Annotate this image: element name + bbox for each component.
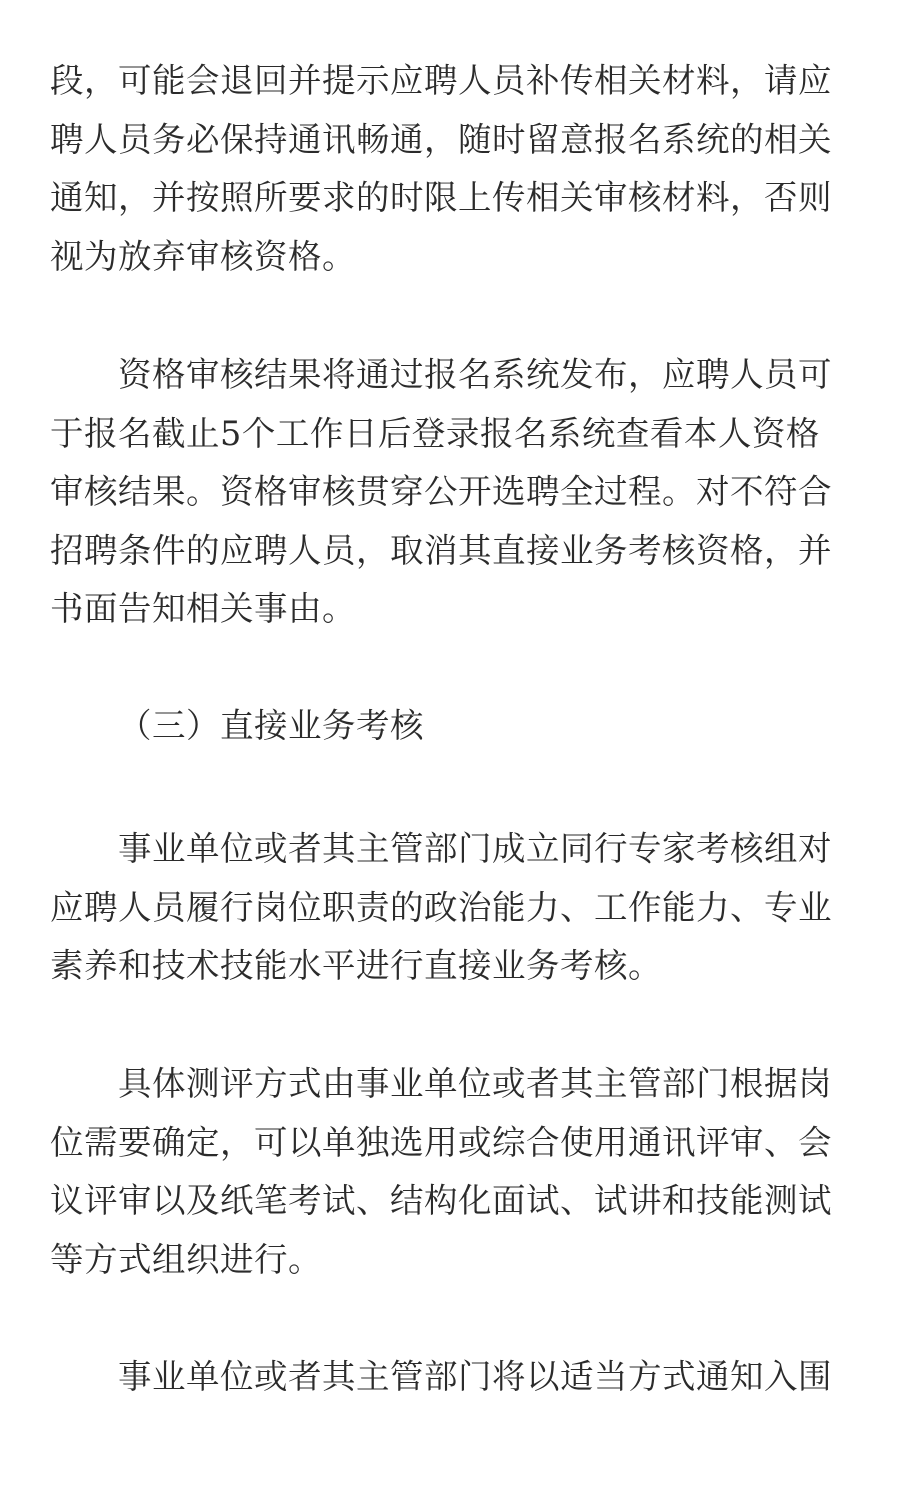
paragraph-assessment-method [50, 1055, 840, 1289]
text-line: 素养和技术技能水平进行直接业务考核。 [50, 946, 662, 985]
text-line: 具体测评方式由事业单位或者其主管部门根据岗 [118, 1064, 832, 1103]
text-line: 招聘条件的应聘人员，取消其直接业务考核资格，并 [50, 530, 832, 570]
text-line: 视为放弃审核资格。 [50, 236, 356, 276]
section-heading [50, 697, 840, 756]
section-heading-text: （三）直接业务考核 [118, 706, 424, 745]
text-line: 资格审核结果将通过报名系统发布，应聘人员可 [118, 355, 832, 394]
text-line: 段，可能会退回并提示应聘人员补传相关材料，请应 [50, 61, 832, 100]
paragraph-review-notice [50, 52, 840, 286]
text-line: 应聘人员履行岗位职责的政治能力、工作能力、专业 [50, 887, 832, 927]
text-line: 事业单位或者其主管部门将以适当方式通知入围 [118, 1357, 832, 1396]
text-line: 审核结果。资格审核贯穿公开选聘全过程。对不符合 [50, 472, 832, 511]
text-line: 书面告知相关事由。 [50, 589, 356, 628]
text-line: 等方式组织进行。 [50, 1239, 322, 1279]
text-line: 于报名截止5个工作日后登录报名系统查看本人资格 [50, 413, 820, 453]
text-line: 议评审以及纸笔考试、结构化面试、试讲和技能测试 [50, 1181, 832, 1220]
text-line: 事业单位或者其主管部门成立同行专家考核组对 [118, 829, 832, 868]
paragraph-review-result [50, 346, 840, 639]
text-line: 聘人员务必保持通讯畅通，随时留意报名系统的相关 [50, 119, 832, 159]
paragraph-assessment-group [50, 820, 840, 996]
paragraph-notification [50, 1348, 840, 1407]
text-line: 通知，并按照所要求的时限上传相关审核材料，否则 [50, 178, 832, 217]
text-line: 位需要确定，可以单独选用或综合使用通讯评审、会 [50, 1122, 832, 1162]
